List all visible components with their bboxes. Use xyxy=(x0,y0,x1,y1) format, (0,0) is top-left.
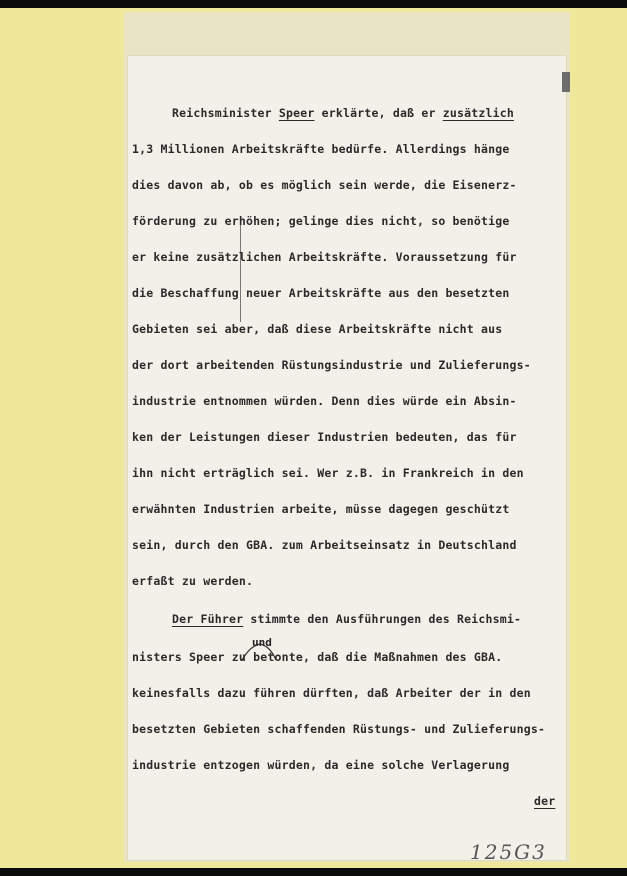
text-line: der dort arbeitenden Rüstungsindustrie und Zulieferungs- xyxy=(132,358,531,372)
pencil-mark xyxy=(240,222,241,322)
handwritten-insertion: und xyxy=(252,636,272,649)
text-line: industrie entzogen würden, da eine solche Verlagerung xyxy=(132,758,510,772)
text-line xyxy=(172,106,514,120)
text-line: erwähnten Industrien arbeite, müsse dagegen geschützt xyxy=(132,502,510,516)
typewritten-page xyxy=(128,56,566,860)
text-line: ken der Leistungen dieser Industrien bedeuten, das für xyxy=(132,430,517,444)
text-line: die Beschaffung neuer Arbeitskräfte aus den besetzten xyxy=(132,286,510,300)
text-line: industrie entnommen würden. Denn dies würde ein Absin- xyxy=(132,394,517,408)
text-line: Gebieten sei aber, daß diese Arbeitskräfte nicht aus xyxy=(132,322,503,336)
text-line: dies davon ab, ob es möglich sein werde, die Eisenerz- xyxy=(132,178,517,192)
text-line: 1,3 Millionen Arbeitskräfte bedürfe. Allerdings hänge xyxy=(132,142,510,156)
catchword: der xyxy=(534,794,556,808)
underlined-word: zusätzlich xyxy=(442,106,514,120)
text-line: sein, durch den GBA. zum Arbeitseinsatz in Deutschland xyxy=(132,538,517,552)
line-text: erklärte, daß er xyxy=(314,106,443,120)
text-line: erfaßt zu werden. xyxy=(132,574,254,588)
line-text: stimmte den Ausführungen des Reichsmi- xyxy=(243,612,522,626)
text-line: ihn nicht erträglich sei. Wer z.B. in Frankreich in den xyxy=(132,466,524,480)
handwritten-page-number: 125G3 xyxy=(470,840,547,864)
text-line: besetzten Gebieten schaffenden Rüstungs- und Zulieferungs- xyxy=(132,722,546,736)
text-line: keinesfalls dazu führen dürften, daß Arbeiter der in den xyxy=(132,686,531,700)
scroll-tab xyxy=(562,72,570,92)
text-line: förderung zu erhöhen; gelinge dies nicht, so benötige xyxy=(132,214,510,228)
underlined-subject: Der Führer xyxy=(172,612,244,626)
line-text: Reichsminister xyxy=(172,106,279,120)
text-line: er keine zusätzlichen Arbeitskräfte. Voraussetzung für xyxy=(132,250,517,264)
underlined-name: Speer xyxy=(278,106,315,120)
text-line: nisters Speer zu betonte, daß die Maßnahmen des GBA. xyxy=(132,650,503,664)
text-line xyxy=(172,612,521,626)
